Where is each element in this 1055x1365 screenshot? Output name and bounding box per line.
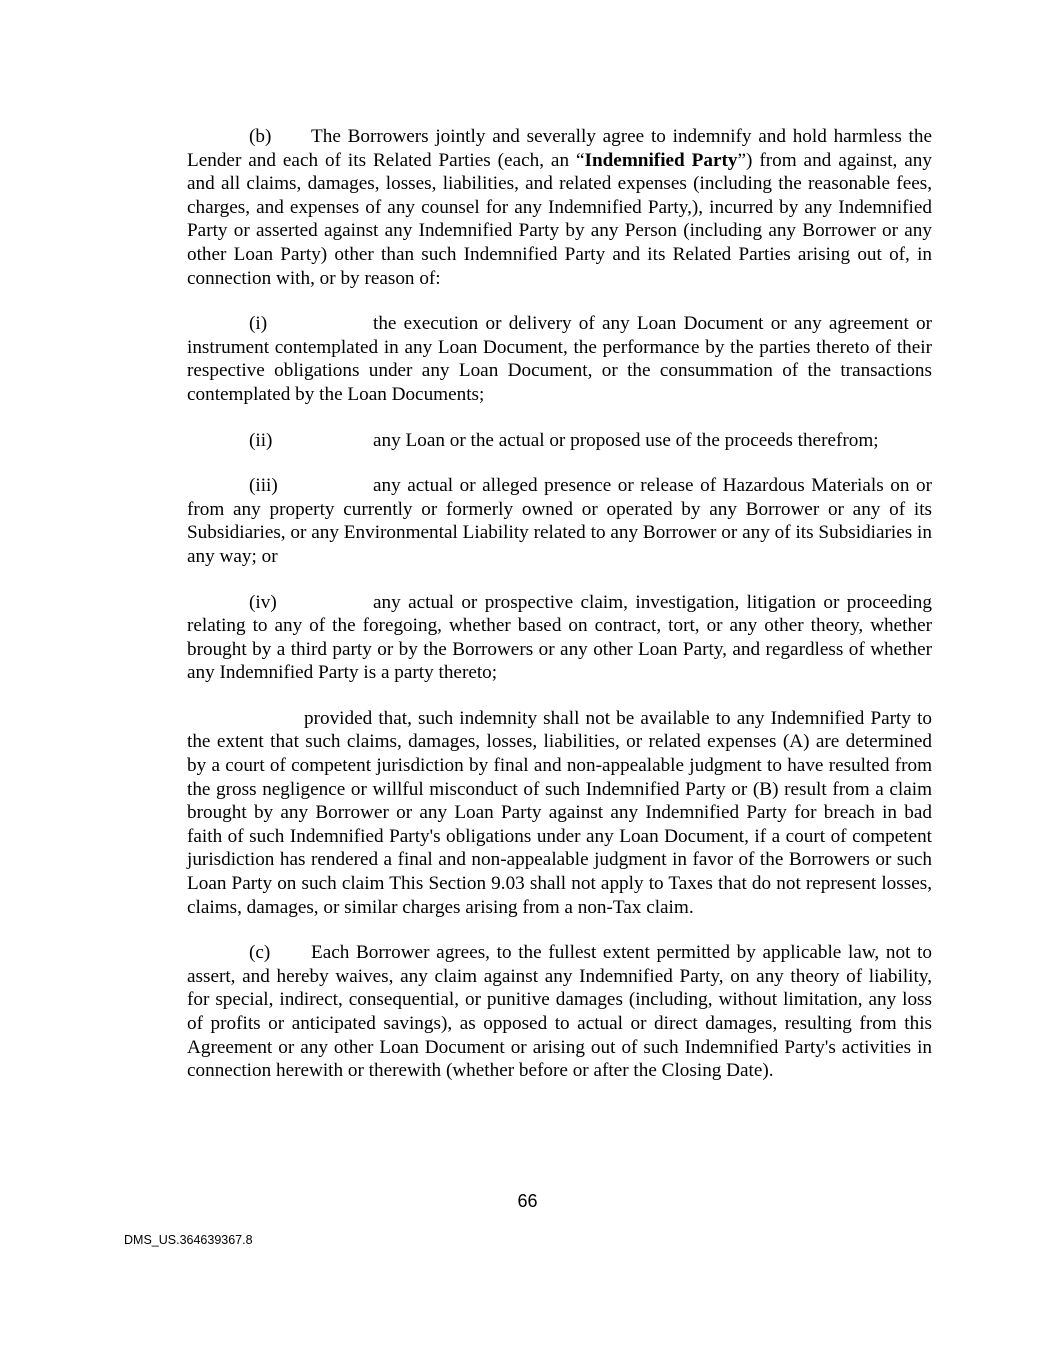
clause-iv xyxy=(187,591,932,685)
clause-iv-number: (iv) xyxy=(249,591,277,613)
paragraph-c xyxy=(187,941,932,1083)
clause-iv-text: any actual or prospective claim, investigation, litigation or proceeding relating to any of the foregoing, whether based on contract, tort, or any other theory, whether brought by a third party or by the Borrowers or any other Loan Party, and regardless of whether any Indemnified Party is a party thereto; xyxy=(187,591,932,684)
paragraph-b-number: (b) xyxy=(249,126,272,147)
clause-ii xyxy=(187,429,932,453)
paragraph-c-text: Each Borrower agrees, to the fullest extent permitted by applicable law, not to assert, and hereby waives, any claim against any Indemnified Party, on any theory of liability, for special, indirect, consequential, or punitive damages (including, without limitation, any loss of profits or anticipated savings), as opposed to actual or direct damages, resulting from this Agreement or any other Loan Document or arising out of such Indemnified Party's activities in connection herewith or therewith (whether before or after the Closing Date). xyxy=(187,942,932,1082)
clause-iii-number: (iii) xyxy=(249,475,278,497)
document-body xyxy=(187,125,932,1105)
page-number: 66 xyxy=(517,1191,538,1211)
clause-ii-text: any Loan or the actual or proposed use of the proceeds therefrom; xyxy=(373,429,879,451)
clause-ii-number: (ii) xyxy=(249,429,273,451)
clause-i-text: the execution or delivery of any Loan Document or any agreement or instrument contemplated in any Loan Document, the performance by the parties thereto of their respective obligations under any Loan Document, or the consummation of the transactions contemplated by the Loan Documents; xyxy=(187,313,932,405)
clause-iii xyxy=(187,474,932,568)
proviso-paragraph: provided that, such indemnity shall not be available to any Indemnified Party to the extent that such claims, damages, losses, liabilities, or related expenses (A) are determined by a court of competent jurisdiction by final and non-appealable judgment to have resulted from the gross negligence or willful misconduct of such Indemnified Party or (B) result from a claim brought by any Borrower or any Loan Party against any Indemnified Party for breach in bad faith of such Indemnified Party's obligations under any Loan Document, if a court of competent jurisdiction has rendered a final and non-appealable judgment in favor of the Borrowers or such Loan Party on such claim This Section 9.03 shall not apply to Taxes that do not represent losses, claims, damages, or similar charges arising from a non-Tax claim. xyxy=(187,707,932,918)
defined-term-indemnified-party: Indemnified Party xyxy=(584,149,738,171)
clause-i-number: (i) xyxy=(249,313,268,335)
paragraph-b-text-end: ”) from and against, any and all claims, damages, losses, liabilities, and related expenses (including the reasonable fees, charges, and expenses of any counsel for any Indemnified Party,), incurred by any Indemnified Party or asserted against any Indemnified Party by any Person (including any Borrower or any other Loan Party) other than such Indemnified Party and its Related Parties arising out of, in connection with, or by reason of: xyxy=(187,149,932,289)
clause-iii-text: any actual or alleged presence or release of Hazardous Materials on or from any property currently or formerly owned or operated by any Borrower or any of its Subsidiaries, or any Environmental Liability related to any Borrower or any of its Subsidiaries in any way; or xyxy=(187,475,932,567)
paragraph-b xyxy=(187,125,932,290)
document-id: DMS_US.364639367.8 xyxy=(124,1233,253,1247)
paragraph-b-text-start: The Borrowers jointly and severally agree to indemnify and hold harmless the Lender and each of its Related Parties (each, an “ xyxy=(187,126,932,171)
clause-i xyxy=(187,312,932,406)
paragraph-c-number: (c) xyxy=(249,942,271,964)
